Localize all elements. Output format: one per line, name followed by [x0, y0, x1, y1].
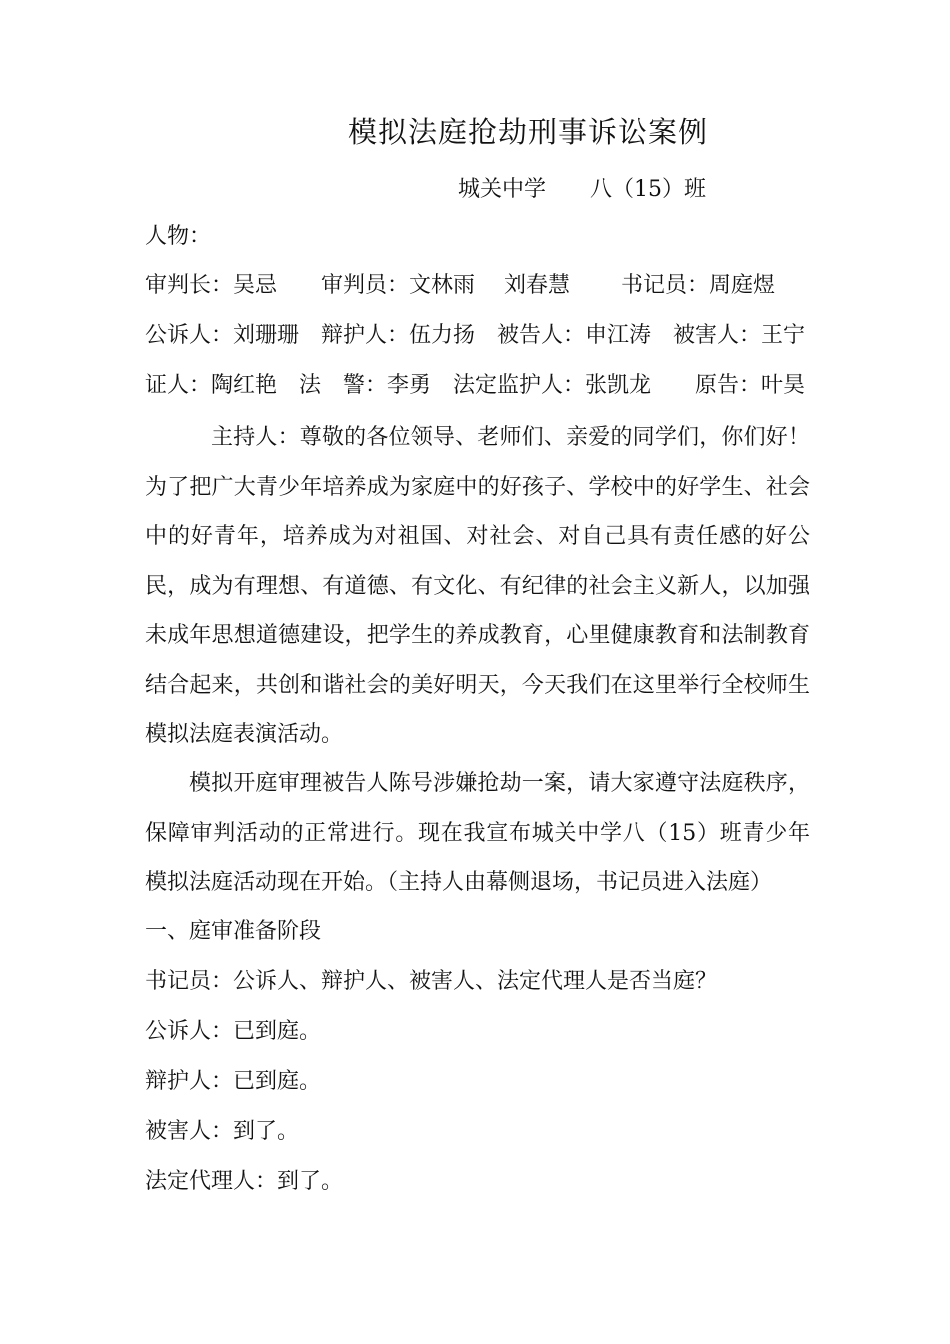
dialogue-line: 法定代理人：到了。 — [145, 1169, 344, 1194]
document-subtitle: 城关中学 八（15）班 — [458, 177, 706, 202]
dialogue-line: 书记员：公诉人、辩护人、被害人、法定代理人是否当庭？ — [145, 969, 718, 994]
dialogue-line: 辩护人：已到庭。 — [145, 1069, 322, 1094]
cast-line: 证人：陶红艳 法 警：李勇 法定监护人：张凯龙 原告：叶昊 — [145, 373, 806, 398]
cast-line: 审判长：吴忌 审判员：文林雨 刘春慧 书记员：周庭煜 — [145, 273, 775, 298]
intro-paragraph: 模拟开庭审理被告人陈号涉嫌抢劫一案，请大家遵守法庭秩序，保障审判活动的正常进行。现在我宣布城关中学八（15）班青少年模拟法庭活动现在开始。（主持人由幕侧退场，书记员进入法庭） — [145, 771, 810, 895]
dialogue-line: 被害人：到了。 — [145, 1119, 300, 1144]
host-paragraph: 主持人：尊敬的各位领导、老师们、亲爱的同学们，你们好！为了把广大青少年培养成为家庭中的好孩子、学校中的好学生、社会中的好青年，培养成为对祖国、对社会、对自己具有责任感的好公民，成为有理想、有道德、有文化、有纪律的社会主义新人，以加强未成年思想道德建设，把学生的养成教育，心里健康教育和法制教育结合起来，共创和谐社会的美好明天，今天我们在这里举行全校师生模拟法庭表演活动。 — [145, 425, 810, 747]
cast-heading: 人物： — [145, 224, 212, 249]
dialogue-line: 公诉人：已到庭。 — [145, 1019, 322, 1044]
section-heading: 一、庭审准备阶段 — [145, 919, 322, 944]
cast-line: 公诉人：刘珊珊 辩护人：伍力扬 被告人：申江涛 被害人：王宁 — [145, 323, 806, 348]
document-title: 模拟法庭抢劫刑事诉讼案例 — [348, 115, 709, 149]
